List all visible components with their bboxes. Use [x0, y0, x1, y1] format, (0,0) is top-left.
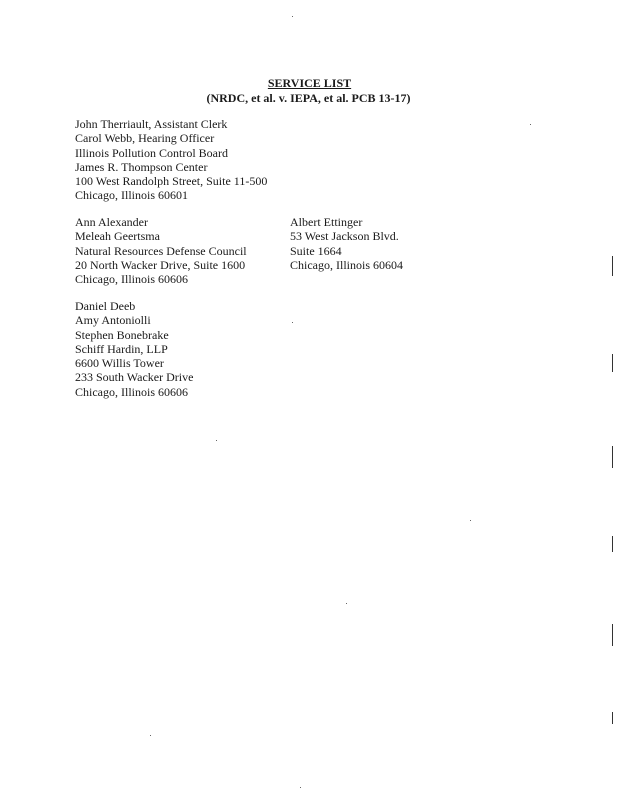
address-line: 53 West Jackson Blvd.	[290, 229, 399, 244]
scan-speck	[292, 16, 293, 17]
address-line: Amy Antoniolli	[75, 313, 151, 328]
scan-mark	[612, 536, 613, 552]
scan-speck	[530, 124, 531, 125]
address-line: Chicago, Illinois 60601	[75, 188, 188, 203]
address-line: Schiff Hardin, LLP	[75, 341, 168, 356]
scan-speck	[300, 787, 301, 788]
address-line: Natural Resources Defense Council	[75, 243, 247, 258]
address-line: Chicago, Illinois 60604	[290, 257, 403, 272]
address-line: Daniel Deeb	[75, 299, 136, 313]
address-line: 20 North Wacker Drive, Suite 1600	[75, 257, 246, 272]
scan-mark	[612, 354, 613, 372]
scan-speck	[150, 735, 151, 736]
scan-mark	[612, 624, 613, 646]
scan-speck	[470, 520, 471, 521]
scan-speck	[346, 603, 347, 604]
address-line: Suite 1664	[290, 243, 342, 258]
address-line: John Therriault, Assistant Clerk	[75, 117, 228, 131]
address-line: 233 South Wacker Drive	[75, 370, 194, 385]
address-line: Chicago, Illinois 60606	[75, 384, 188, 399]
scan-mark	[612, 712, 613, 724]
address-line: Carol Webb, Hearing Officer	[75, 131, 215, 146]
address-line: James R. Thompson Center	[75, 159, 208, 174]
address-block-ettinger	[290, 215, 403, 272]
service-list-heading: SERVICE LIST	[267, 76, 352, 90]
case-caption: (NRDC, et al. v. IEPA, et al. PCB 13-17)	[206, 91, 411, 105]
address-block-nrdc	[75, 215, 247, 286]
address-line: 100 West Randolph Street, Suite 11-500	[75, 174, 268, 189]
address-line: Illinois Pollution Control Board	[75, 145, 229, 160]
address-line: Meleah Geertsma	[75, 229, 160, 244]
scan-speck	[216, 440, 217, 441]
document-title	[0, 76, 617, 106]
scan-mark	[612, 256, 613, 276]
address-line: Stephen Bonebrake	[75, 327, 169, 342]
address-line: 6600 Willis Tower	[75, 356, 164, 371]
scan-mark	[612, 446, 613, 468]
address-block-pollution-control-board	[75, 117, 267, 203]
address-block-schiff-hardin	[75, 299, 193, 399]
address-line: Ann Alexander	[75, 215, 148, 229]
scan-speck	[292, 322, 293, 323]
address-line: Albert Ettinger	[290, 215, 363, 229]
address-line: Chicago, Illinois 60606	[75, 272, 188, 287]
